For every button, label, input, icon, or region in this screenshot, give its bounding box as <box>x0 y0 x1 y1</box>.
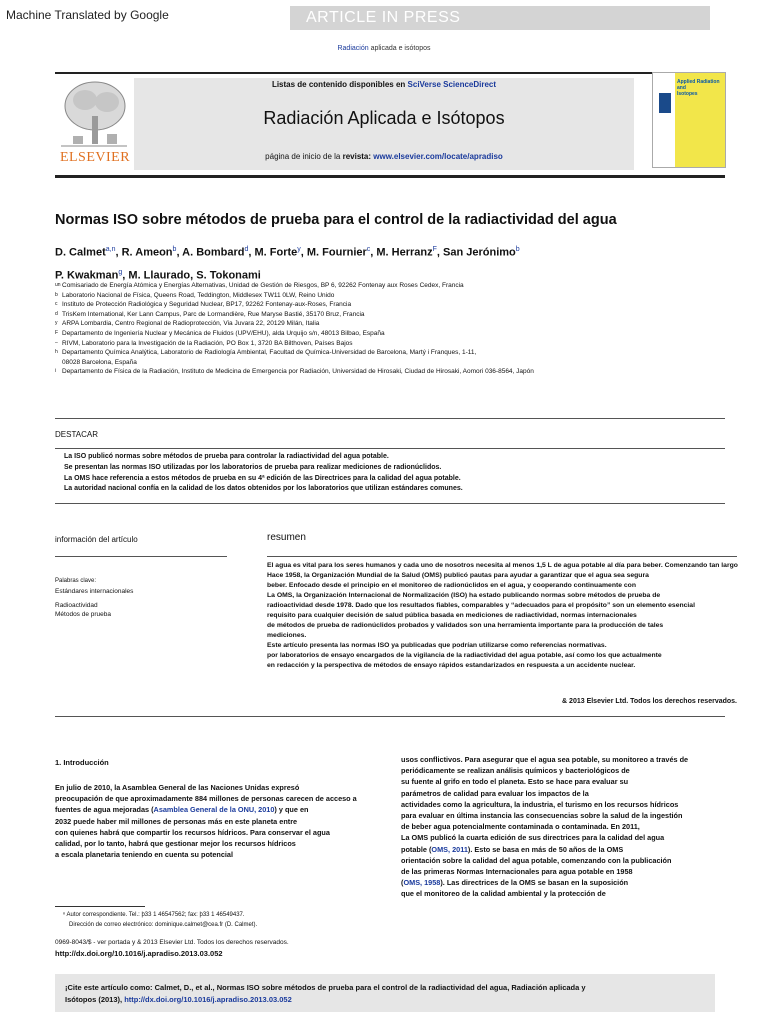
author-affiliation-mark[interactable]: b <box>515 246 520 253</box>
paragraph-line <box>401 866 741 877</box>
abstract-heading: resumen <box>267 532 306 543</box>
abstract-rule <box>267 556 737 557</box>
footnote-email: Dirección de correo electrónico: dominique.calmet@cea.fr (D. Calmet). <box>69 922 258 928</box>
paragraph-line <box>55 838 395 849</box>
affiliation-text: 08028 Barcelona, España <box>62 358 137 366</box>
intro-right-column <box>401 754 741 900</box>
author-name: , A. Bombard <box>176 246 245 259</box>
author-name: , M. Llaurado <box>122 269 191 282</box>
running-head-journal[interactable]: Radiación <box>337 45 369 52</box>
line-text: preocupación de que aproximadamente 884 millones de personas carecen de acceso a <box>55 794 357 804</box>
paragraph-line <box>55 804 395 815</box>
highlight-item: La OMS hace referencia a estos métodos de prueba en su 4ª edición de las Directrices para la calidad del agua potable. <box>64 474 461 482</box>
line-text: su fuente al grifo en todo el planeta. Esto se hace para evaluar su <box>401 777 629 787</box>
paragraph-line <box>401 799 741 810</box>
journal-cover-thumbnail <box>652 72 726 168</box>
author-name: , M. Forte <box>248 246 298 259</box>
highlight-item: La ISO publicó normas sobre métodos de prueba para controlar la radiactividad del agua potable. <box>64 453 389 460</box>
article-title: Normas ISO sobre métodos de prueba para el control de la radiactividad del agua <box>55 212 617 228</box>
paragraph-line <box>55 849 395 860</box>
affiliation-text: ARPA Lombardia, Centro Regional de Radioprotección, Via Juvara 22, 20129 Milán, Italia <box>62 320 320 328</box>
affiliation-text: Instituto de Protección Radiológica y Seguridad Nuclear, BP17, 92262 Fontenay-aux-Roses, Francia <box>62 301 352 309</box>
line-text: potable ( <box>401 844 432 854</box>
section-heading-introduction: 1. Introducción <box>55 758 109 767</box>
line-text: ). Las directrices de la OMS se basan en la suposición <box>440 878 629 888</box>
issn-line: 0969-8043/$ - ver portada y & 2013 Elsevier Ltd. Todos los derechos reservados. <box>55 939 289 946</box>
keywords-heading: Palabras clave: <box>55 578 97 584</box>
line-text: para evaluar en última instancia las consecuencias sobre la salud de la ingestión <box>401 811 683 821</box>
affiliation-mark: i <box>55 368 57 375</box>
publisher-name: ELSEVIER <box>59 150 131 165</box>
running-head <box>0 45 768 52</box>
abstract-line: mediciones. <box>267 632 307 639</box>
paragraph-line <box>55 827 395 838</box>
abstract-line: por laboratorios de ensayo encargados de la vigilancia de la radiactividad del agua potable, así como los que actualmente <box>267 652 662 659</box>
affiliation-row <box>55 300 735 310</box>
article-info-rule <box>55 556 227 557</box>
author-name: , M. Fournier <box>300 246 367 259</box>
line-text: parámetros de calidad para evaluar los impactos de la <box>401 788 589 798</box>
affiliation-mark: y <box>55 320 58 327</box>
abstract-line: El agua es vital para los seres humanos y cada uno de nosotros necesita al menos 1,5 L de agua potable al día para beber. Comenzando tan largo <box>267 562 738 569</box>
abstract-line: La OMS, la Organización Internacional de Normalización (ISO) ha estado publicando normas sobre métodos de prueba de <box>267 592 661 599</box>
issn-doi <box>55 937 289 959</box>
keyword-1: Estándares internacionales <box>55 588 134 595</box>
paragraph-line <box>401 754 741 765</box>
abstract-line: en redacción y la perspectiva de métodos de ensayo rápidos estandarizados en respuesta a un accidente nuclear. <box>267 662 636 669</box>
affiliation-mark: b <box>55 291 58 298</box>
cover-title-1: Applied Radiation and <box>677 79 720 91</box>
affiliation-text: TrisKem International, Ker Lann Campus, Parc de Lormandière, Rue Maryse Bastié, 35170 Bruz, Francia <box>62 310 365 318</box>
highlights-list <box>64 452 714 495</box>
affiliation-row <box>55 358 735 368</box>
paragraph-line <box>55 816 395 827</box>
citation-link[interactable]: Asamblea General de la ONU, 2010 <box>153 805 275 815</box>
highlights-rule <box>55 448 725 449</box>
author-affiliation-mark[interactable]: g <box>118 268 123 276</box>
citation-link[interactable]: OMS, 1958 <box>403 878 441 888</box>
paragraph-line <box>401 788 741 799</box>
affiliation-row <box>55 281 735 291</box>
citation-line-2 <box>65 994 705 1006</box>
journal-homepage-line <box>134 152 634 161</box>
affiliation-row <box>55 310 735 320</box>
highlight-item: Se presentan las normas ISO utilizadas por los laboratorios de prueba para realizar mediciones de radionúclidos. <box>64 463 442 471</box>
line-text: ). Esto se basa en más de 50 años de la OMS <box>467 844 624 854</box>
line-text: actividades como la agricultura, la industria, el turismo en los recursos hídricos <box>401 799 679 809</box>
line-text: La OMS publicó la cuarta edición de sus directrices para la calidad del agua <box>401 833 665 843</box>
line-text: de las primeras Normas Internacionales para agua potable en 1958 <box>401 867 633 877</box>
author-line-1 <box>55 240 735 263</box>
footnote-rule <box>55 906 145 907</box>
article-in-press-banner: ARTICLE IN PRESS <box>290 6 710 30</box>
abstract-line: beber. Enfocado desde el principio en el monitoreo de radionúclidos en el agua, y cooperando continuamente con <box>267 582 636 589</box>
citation-box <box>55 974 715 1012</box>
author-name: , S. Tokonami <box>190 269 261 282</box>
homepage-link[interactable]: www.elsevier.com/locate/apradiso <box>373 152 503 161</box>
line-text: usos conflictivos. Para asegurar que el agua sea potable, su monitoreo a través de <box>401 755 689 764</box>
affiliation-mark: c <box>55 301 58 308</box>
affiliation-text: Departamento Química Analýtica, Laboratorio de Radiología Ambiental, Facultad de Química-Universidad de Barcelona, Martý i Franques, 1-11, <box>62 349 477 357</box>
affiliation-row <box>55 329 735 339</box>
affiliation-mark: F <box>55 329 59 336</box>
author-name: , San Jerónimo <box>436 246 516 259</box>
paragraph-line <box>401 821 741 832</box>
abstract-line: requisito para cualquier decisión de salud pública basada en mediciones de radiactividad, normas internacionales <box>267 612 637 619</box>
header-top-rule <box>55 72 725 74</box>
author-name: P. Kwakman <box>55 269 119 282</box>
affiliation-text: Departamento de Física de la Radiación, Instituto de Medicina de Emergencia por Radiación, Universidad de Hirosaki, Ciudad de Hirosaki, Aomori 036-8564, Japón <box>62 368 534 376</box>
paragraph-line <box>401 888 741 899</box>
sciencedirect-link[interactable]: SciVerse ScienceDirect <box>407 80 497 89</box>
cover-title-2: Isotopes <box>677 91 698 97</box>
footnote-contact: ⁿ Autor correspondiente. Tel.: þ33 1 46547562; fax: þ33 1 46549437. <box>63 912 245 918</box>
author-affiliation-mark[interactable]: F <box>432 246 437 253</box>
affiliation-row <box>55 339 735 349</box>
paragraph-line <box>401 810 741 821</box>
author-name: D. Calmet <box>55 246 106 259</box>
line-text: que el monitoreo de la calidad ambiental y la protección de <box>401 889 606 899</box>
contents-line <box>134 80 634 89</box>
line-text: orientación sobre la calidad del agua potable, comenzando con la publicación <box>401 855 672 865</box>
paragraph-line <box>401 844 741 855</box>
affiliation-row <box>55 319 735 329</box>
affiliation-text: Laboratorio Nacional de Física, Queens Road, Teddington, Middlesex TW11 0LW, Reino Unido <box>62 291 335 299</box>
highlights-bottom-rule <box>55 503 725 504</box>
author-name: , R. Ameon <box>115 246 173 259</box>
contents-prefix: Listas de contenido disponibles en <box>271 80 406 89</box>
abstract-bottom-rule <box>55 716 725 717</box>
affiliation-mark <box>55 358 62 368</box>
author-affiliation-mark[interactable]: b <box>172 246 177 253</box>
running-head-rest: aplicada e isótopos <box>370 45 431 52</box>
cover-graphic-icon <box>659 93 671 113</box>
abstract-text <box>267 561 767 671</box>
article-info-heading: información del artículo <box>55 535 138 544</box>
affiliation-text: Departamento de Ingeniería Nuclear y Mecánica de Fluidos (UPV/EHU), alda Urquijo s/n, 48013 Bilbao, España <box>62 329 385 337</box>
homepage-bold: revista: <box>342 152 372 161</box>
abstract-line: Este artículo presenta las normas ISO ya publicadas que podrían utilizarse como referencias normativas. <box>267 642 607 649</box>
paragraph-line <box>401 855 741 866</box>
abstract-line: radioactividad desde 1978. Dado que los resultados fiables, comparables y “adecuados para el propósito” son un elemento esencial <box>267 602 695 609</box>
affiliation-row <box>55 367 735 377</box>
homepage-prefix: página de inicio de la <box>265 152 341 161</box>
affiliation-row <box>55 348 735 358</box>
citation-line-1: ¡Cite este artículo como: Calmet, D., et al., Normas ISO sobre métodos de prueba para el control de la radiactividad del agua, Radiación aplicada y <box>65 983 586 992</box>
affiliation-mark: d <box>55 310 58 317</box>
line-text: fuentes de agua mejoradas ( <box>55 805 154 815</box>
abstract-line: Hace 1958, la Organización Mundial de la Salud (OMS) publicó pautas para ayudar a garantizar que el agua sea segura <box>267 572 649 579</box>
keyword-2: Radioactividad <box>55 602 98 609</box>
journal-title: Radiación Aplicada e Isótopos <box>263 108 505 128</box>
highlight-item: La autoridad nacional confía en la calidad de los datos obtenidos por los laboratorios que utilizan estándares comunes. <box>64 485 463 493</box>
author-affiliation-mark[interactable]: d <box>244 246 249 253</box>
paragraph-line <box>401 776 741 787</box>
affiliation-mark: – <box>55 339 58 346</box>
line-text: calidad, por lo tanto, habrá que gestionar mejor los recursos hídricos <box>55 839 296 849</box>
author-affiliation-mark[interactable]: y <box>297 246 301 253</box>
paragraph-line <box>401 832 741 843</box>
author-name: , M. Herranz <box>370 246 433 259</box>
line-text: 2032 puede haber mil millones de personas más en este planeta entre <box>55 816 298 826</box>
paragraph-line <box>401 765 741 776</box>
affiliations <box>55 281 735 377</box>
citation-prefix: Isótopos (2013), <box>65 995 125 1004</box>
intro-left-column <box>55 782 395 860</box>
paragraph-line <box>55 793 395 804</box>
citation-doi-link[interactable]: http://dx.doi.org/10.1016/j.apradiso.2013.03.052 <box>124 995 292 1004</box>
corresponding-author-footnote <box>55 910 385 930</box>
line-text: ( <box>401 878 404 888</box>
author-affiliation-mark[interactable]: c <box>366 246 371 253</box>
machine-translated-label: Machine Translated by Google <box>6 8 169 22</box>
affiliation-row <box>55 291 735 301</box>
citation-link[interactable]: OMS, 2011 <box>431 844 468 854</box>
doi-link[interactable]: http://dx.doi.org/10.1016/j.apradiso.2013.03.052 <box>55 949 223 958</box>
author-list <box>55 240 735 285</box>
line-text: ) y que en <box>274 805 309 815</box>
highlights-heading: DESTACAR <box>55 430 98 439</box>
affiliation-text: Comisariado de Energía Atómica y Energías Alternativas, Unidad de Gestión de Riesgos, BP 6, 92262 Fontenay aux Roses Cedex, Francia <box>62 282 464 289</box>
paragraph-line <box>55 782 395 793</box>
line-text: periódicamente se realizan análisis químicos y bacteriológicos de <box>401 766 630 776</box>
line-text: con quienes habrá que compartir los recursos hídricos. Para conservar el agua <box>55 827 330 837</box>
abstract-copyright: & 2013 Elsevier Ltd. Todos los derechos reservados. <box>562 698 737 705</box>
affiliation-text: RIVM, Laboratorio para la Investigación de la Radiación, PO Box 1, 3720 BA Bilthoven, Países Bajos <box>62 339 353 347</box>
abstract-line: de métodos de prueba de radionúclidos probados y validados son una herramienta importante para la producción de tales <box>267 622 664 629</box>
header-bottom-rule <box>55 175 725 178</box>
line-text: de beber agua potencialmente contaminada o contaminada. En 2011, <box>401 822 640 832</box>
affiliation-mark: un <box>55 282 61 288</box>
line-text: a escala planetaria teniendo en cuenta su potencial <box>55 850 234 860</box>
line-text: En julio de 2010, la Asamblea General de las Naciones Unidas expresó <box>55 783 300 792</box>
author-affiliation-mark[interactable]: a,n <box>105 246 116 253</box>
keyword-3: Métodos de prueba <box>55 611 112 618</box>
paragraph-line <box>401 877 741 888</box>
highlights-top-rule <box>55 418 725 419</box>
affiliation-mark: h <box>55 349 58 356</box>
